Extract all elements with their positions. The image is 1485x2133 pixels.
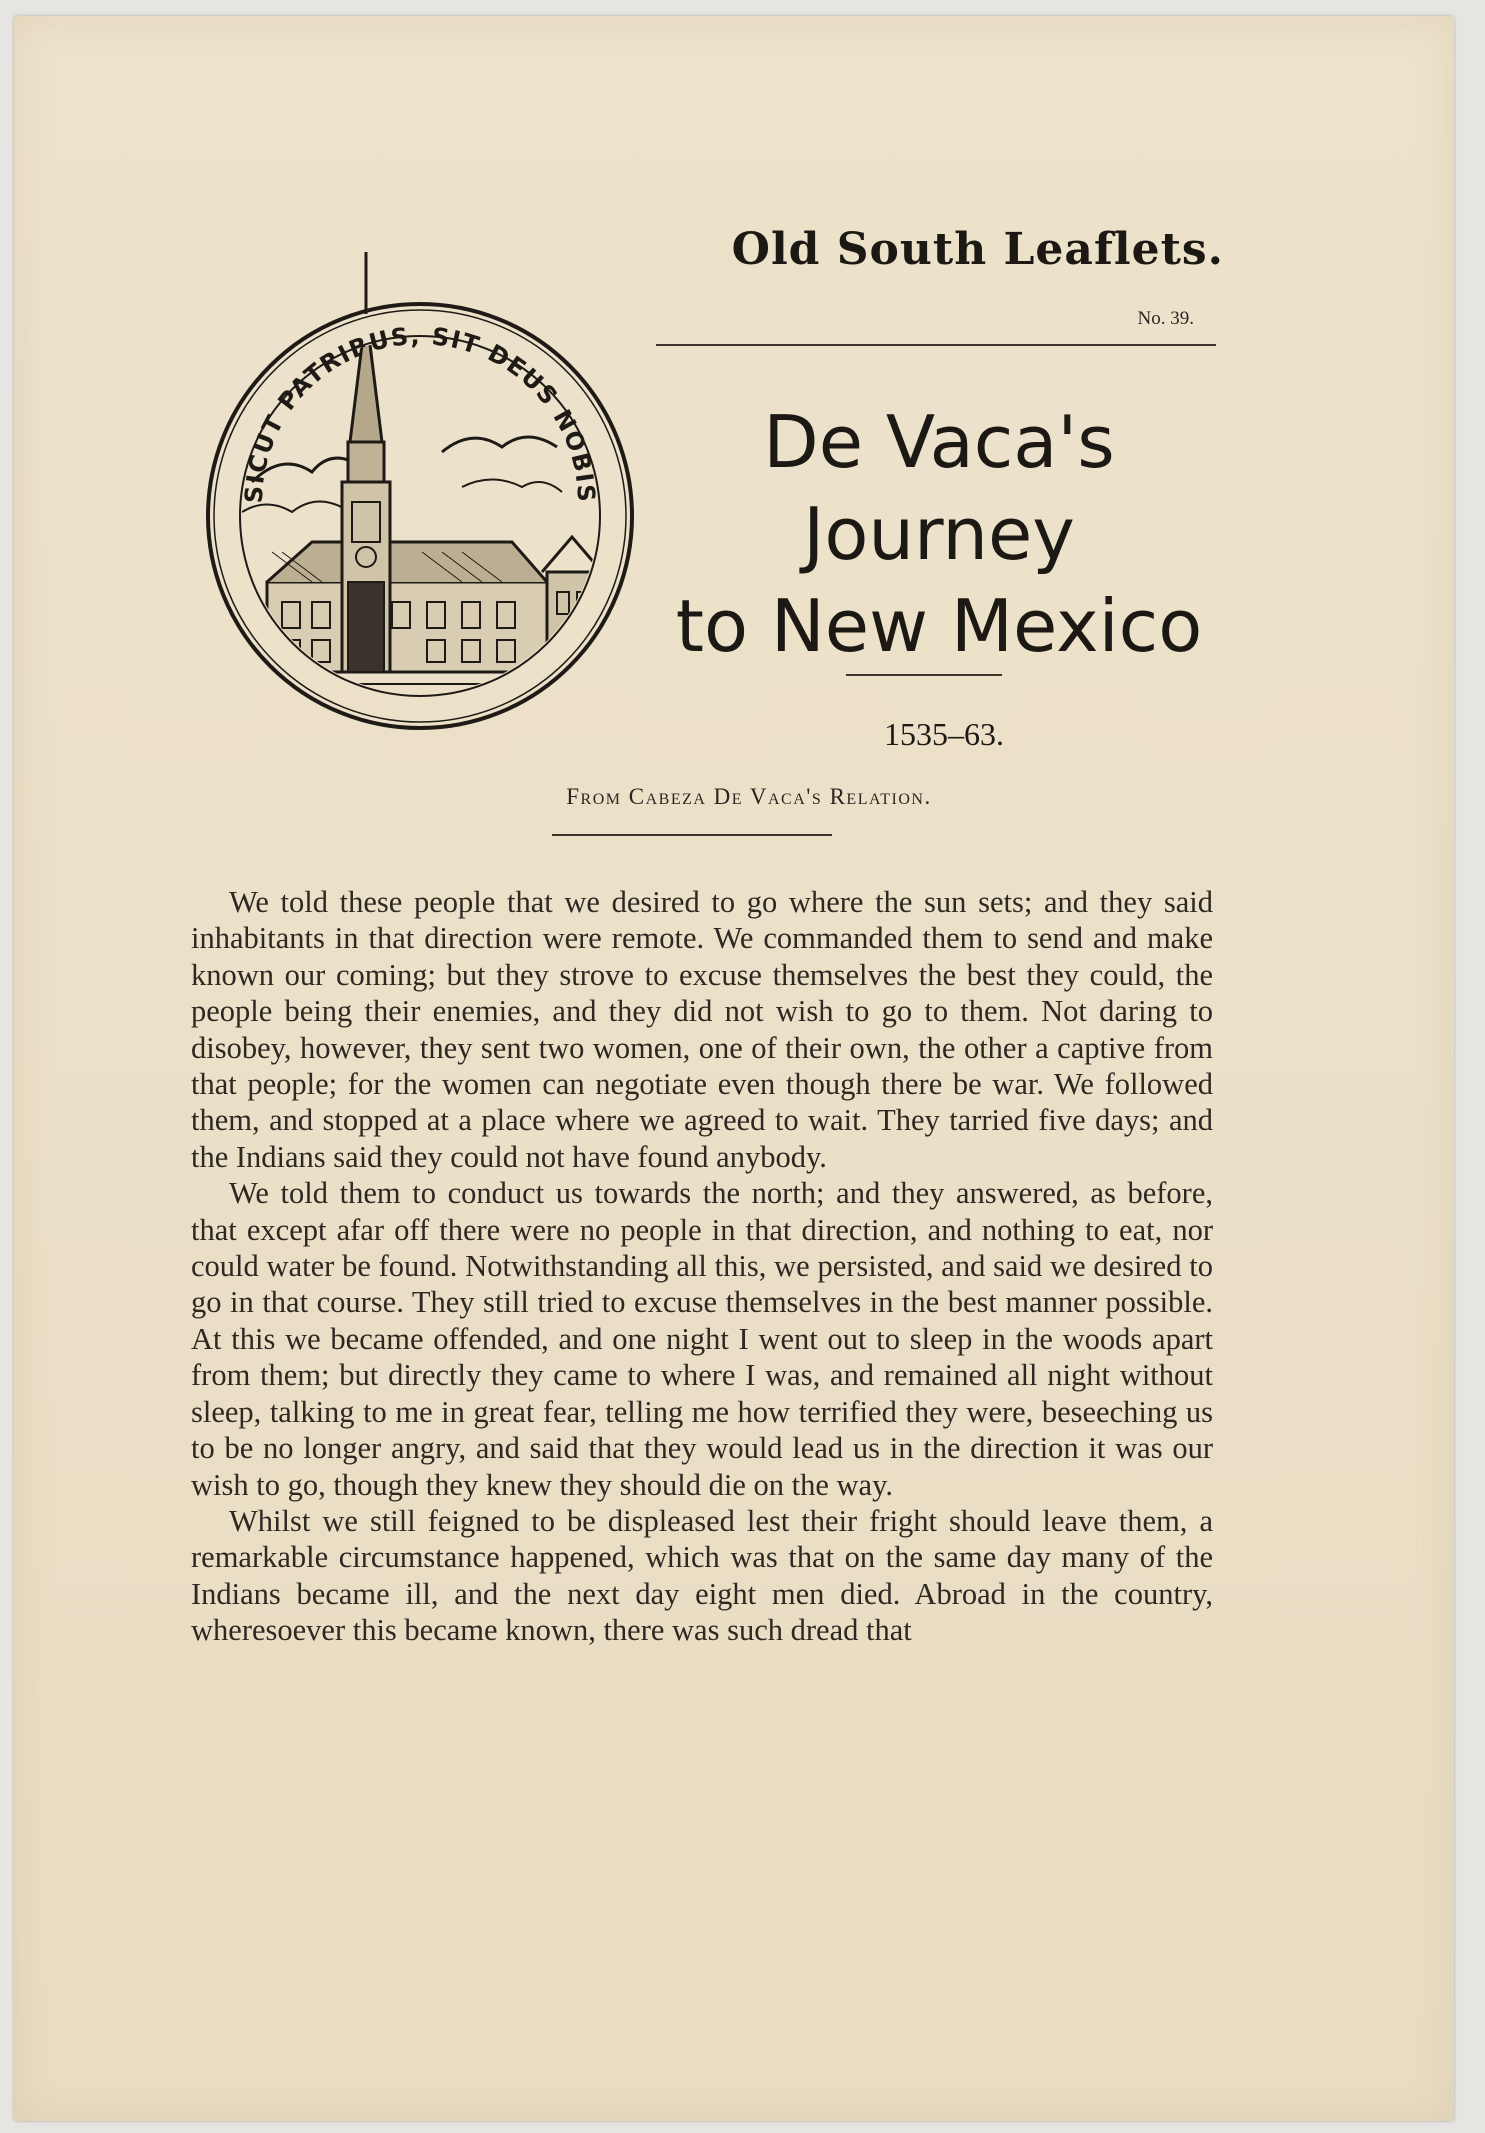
body-paragraph-1: We told these people that we desired to go where the sun sets; and they said inhabitants in that direction were remote. We commanded them to send and make known our coming; but they strove to excuse themselves the best they could, the people being their enemies, and they did not wish to go to them. Not daring to disobey, however, they sent two women, one of their own, the other a captive from that people; for the women can negotiate even though there be war. We followed them, and stopped at a place where we agreed to wait. They tarried five days; and the Indians said they could not have found anybody. [191, 885, 1213, 1174]
title-rule [846, 674, 1002, 676]
source-line: From Cabeza De Vaca's Relation. [566, 784, 932, 809]
leaflet-number: No. 39. [1137, 308, 1194, 329]
title-line-2: Journey [803, 492, 1075, 576]
leaflet-body [191, 884, 1213, 1649]
svg-text:SICUT PATRIBUS, SIT DEUS NOBIS [240, 322, 600, 504]
series-title: Old South Leaflets. [731, 224, 1224, 275]
title-line-1: De Vaca's [763, 400, 1115, 484]
date-range: 1535–63. [884, 716, 1004, 752]
header-rule [656, 344, 1216, 346]
title-line-3: to New Mexico [675, 584, 1203, 668]
body-paragraph-3: Whilst we still feigned to be displeased lest their fright should leave them, a remarkable circumstance happened, which was that on the same day many of the Indians became ill, and the next day eight men died. Abroad in the country, wheresoever this became known, there was such dread that [191, 1503, 1213, 1648]
old-south-church-seal [192, 252, 648, 738]
source-rule [552, 834, 832, 836]
leaflet-title [644, 396, 1234, 672]
body-paragraph-2: We told them to conduct us towards the north; and they answered, as before, that except afar off there were no people in that direction, and nothing to eat, nor could water be found. Notwithstanding all this, we persisted, and said we desired to go in that course. They still tried to excuse themselves in the best manner possible. At this we became offended, and one night I went out to sleep in the woods apart from them; but directly they came to where I was, and remained all night without sleep, talking to me in great fear, telling me how terrified they were, beseeching us to be no longer angry, and said that they would lead us in the direction it was our wish to go, though they knew they should die on the way. [191, 1176, 1213, 1502]
seal-motto: SICUT PATRIBUS, SIT DEUS NOBIS [239, 321, 601, 504]
leaflet-page [14, 16, 1454, 2121]
